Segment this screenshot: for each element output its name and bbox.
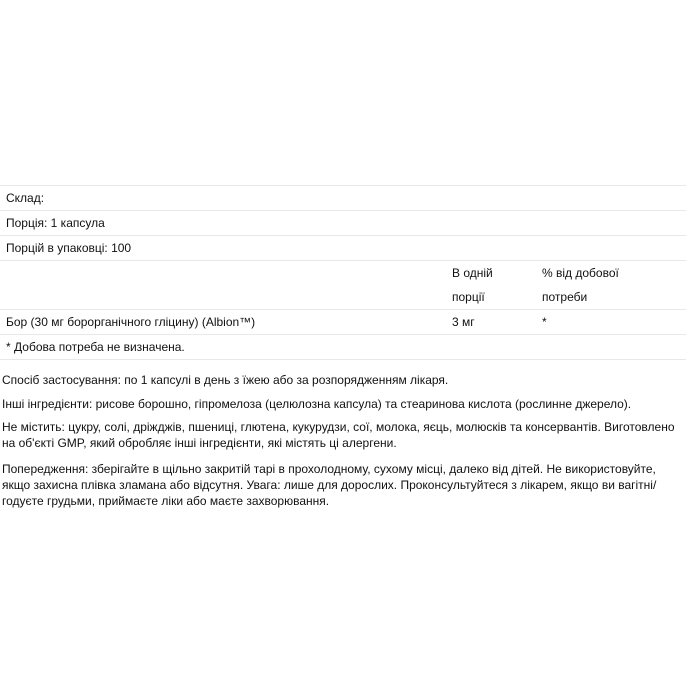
table-header-row bbox=[0, 261, 686, 286]
warning-text: Попередження: зберігайте в щільно закритій тарі в прохолодному, сухому місці, далеко від дітей. Не використовуйте, якщо захисна плівка зламана або відсутня. Увага: лише для дорослих. Проконсультуйтеся з лікарем, якщо ви вагітні/годуєте грудьми, приймаєте ліки або маєте захворювання. bbox=[2, 462, 657, 508]
dv-header-line1: % від добової bbox=[542, 266, 619, 280]
does-not-contain-text: Не містить: цукру, солі, дріжджів, пшениці, глютена, кукурудзи, сої, молока, яєць, молюсків та консервантів. Виготовлено на об'єкті GMP, який обробляє інші інгредієнти, які містять ці алергени. bbox=[2, 420, 675, 450]
ingredient-dv: * bbox=[536, 310, 686, 335]
daily-value-footnote: * Добова потреба не визначена. bbox=[0, 335, 686, 360]
table-header-row-2 bbox=[0, 285, 686, 310]
amount-header-line1: В одній bbox=[452, 266, 493, 280]
usage-text: Спосіб застосування: по 1 капсулі в день з їжею або за розпорядженням лікаря. bbox=[2, 373, 449, 387]
supplement-facts-table bbox=[0, 185, 686, 360]
servings-per-container: Порцій в упаковці: 100 bbox=[0, 236, 686, 261]
ingredient-amount: 3 мг bbox=[446, 310, 536, 335]
composition-label: Склад: bbox=[0, 186, 686, 211]
amount-header-line2: порції bbox=[446, 285, 536, 310]
servings-per-container-row bbox=[0, 236, 686, 261]
footnote-row bbox=[0, 335, 686, 360]
composition-row bbox=[0, 186, 686, 211]
serving-size-row bbox=[0, 211, 686, 236]
ingredient-row bbox=[0, 310, 686, 335]
other-ingredients-text: Інші інгредієнти: рисове борошно, гіпромелоза (целюлозна капсула) та стеаринова кислота (рослинне джерело). bbox=[2, 397, 632, 411]
serving-size: Порція: 1 капсула bbox=[0, 211, 686, 236]
ingredient-name: Бор (30 мг борорганічного гліцину) (Albion™) bbox=[0, 310, 446, 335]
dv-header-line2: потреби bbox=[536, 285, 686, 310]
